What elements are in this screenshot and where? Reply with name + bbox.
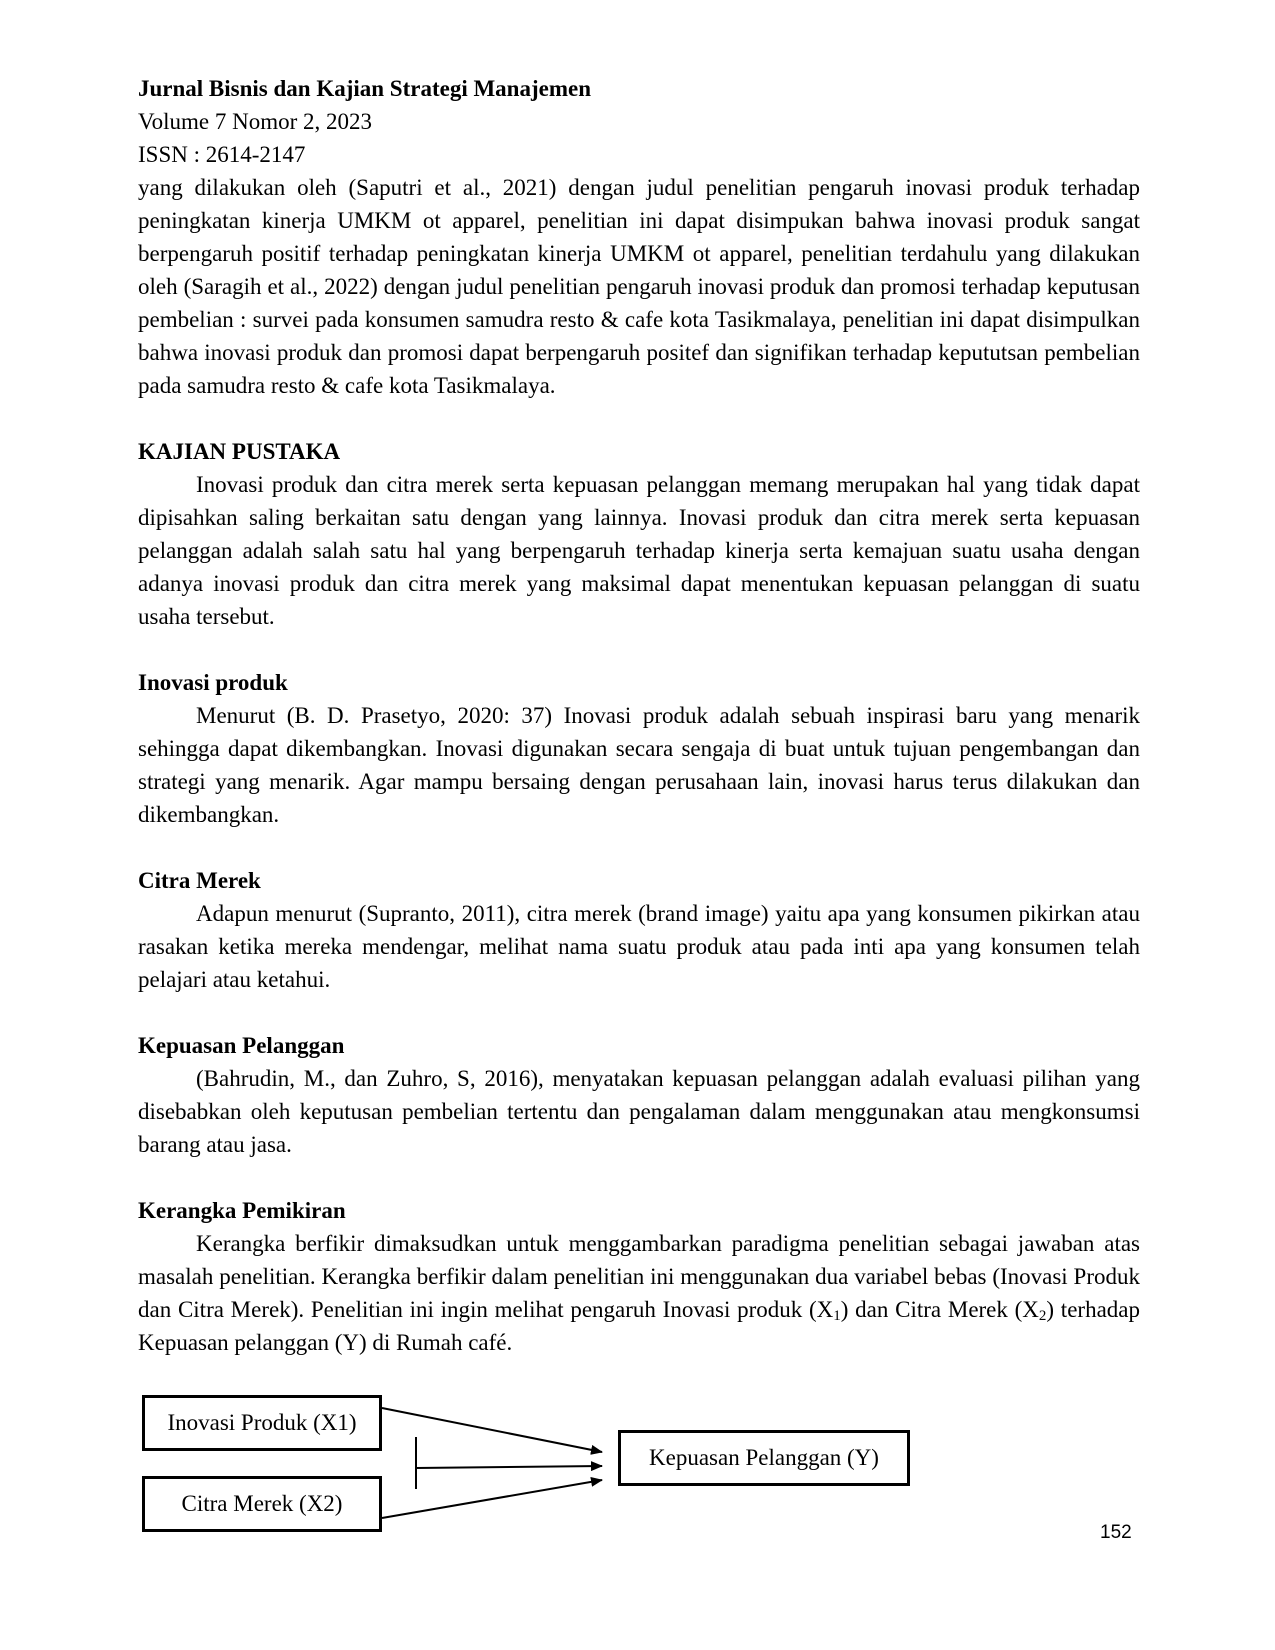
- section-body-citra-merek: Adapun menurut (Supranto, 2011), citra merek (brand image) yaitu apa yang konsumen pikirkan atau rasakan ketika mereka mendengar, melihat nama suatu produk atau pada inti apa yang konsumen telah pelajari atau ketahui.: [138, 901, 1140, 992]
- arrow-x2-to-y: [382, 1480, 602, 1518]
- kerangka-text-part1: Kerangka berfikir dimaksudkan untuk menggambarkan paradigma penelitian sebagai jawaban atas masalah penelitian. Kerangka berfikir dalam penelitian ini menggunakan dua variabel bebas (Inovasi Produk dan Citra Merek). Penelitian ini ingin melihat pengaruh Inovasi produk (X: [138, 1231, 1140, 1322]
- intro-paragraph: yang dilakukan oleh (Saputri et al., 2021) dengan judul penelitian pengaruh inovasi produk terhadap peningkatan kinerja UMKM ot apparel, penelitian ini dapat disimpukan bahwa inovasi produk sangat berpengaruh positif terhadap peningkatan kinerja UMKM ot apparel, penelitian terdahulu yang dilakukan oleh (Saragih et al., 2022) dengan judul penelitian pengaruh inovasi produk dan promosi terhadap keputusan pembelian : survei pada konsumen samudra resto & cafe kota Tasikmalaya, penelitian ini dapat disimpulkan bahwa inovasi produk dan promosi dapat berpengaruh positef dan signifikan terhadap kepututsan pembelian pada samudra resto & cafe kota Tasikmalaya.: [138, 175, 1140, 398]
- subscript-x1: 1: [833, 1308, 841, 1324]
- page-number: 152: [1100, 1522, 1132, 1543]
- section-heading-kepuasan-pelanggan: Kepuasan Pelanggan: [138, 1033, 345, 1058]
- box-kepuasan-pelanggan-y: Kepuasan Pelanggan (Y): [618, 1430, 910, 1486]
- journal-title: Jurnal Bisnis dan Kajian Strategi Manajemen: [138, 76, 592, 101]
- section-body-inovasi-produk: Menurut (B. D. Prasetyo, 2020: 37) Inovasi produk adalah sebuah inspirasi baru yang menarik sehingga dapat dikembangkan. Inovasi digunakan secara sengaja di buat untuk tujuan pengembangan dan strategi yang menarik. Agar mampu bersaing dengan perusahaan lain, inovasi harus terus dilakukan dan dikembangkan.: [138, 703, 1140, 827]
- journal-page: [138, 72, 1140, 1359]
- box-inovasi-produk-x1: Inovasi Produk (X1): [142, 1395, 382, 1451]
- kerangka-text-part2: ) dan Citra Merek (X: [840, 1297, 1039, 1322]
- arrow-joint-to-y: [416, 1466, 602, 1468]
- box-citra-merek-x2: Citra Merek (X2): [142, 1476, 382, 1532]
- subscript-x2: 2: [1038, 1308, 1047, 1324]
- journal-issn: ISSN : 2614-2147: [138, 142, 306, 167]
- section-heading-citra-merek: Citra Merek: [138, 868, 261, 893]
- section-body-kerangka-pemikiran: [138, 1227, 1140, 1359]
- journal-volume: Volume 7 Nomor 2, 2023: [138, 109, 373, 134]
- kerangka-text-part3: ) terhadap Kepuasan pelanggan (Y) di Rumah café.: [138, 1297, 1140, 1355]
- section-body-kajian-pustaka: Inovasi produk dan citra merek serta kepuasan pelanggan memang merupakan hal yang tidak dapat dipisahkan saling berkaitan satu dengan yang lainnya. Inovasi produk dan citra merek serta kepuasan pelanggan adalah salah satu hal yang berpengaruh terhadap kinerja serta kemajuan suatu usaha dengan adanya inovasi produk dan citra merek yang maksimal dapat menentukan kepuasan pelanggan di suatu usaha tersebut.: [138, 472, 1140, 629]
- section-heading-kerangka-pemikiran: Kerangka Pemikiran: [138, 1198, 346, 1223]
- section-heading-kajian-pustaka: KAJIAN PUSTAKA: [138, 439, 341, 464]
- section-heading-inovasi-produk: Inovasi produk: [138, 670, 288, 695]
- section-body-kepuasan-pelanggan: (Bahrudin, M., dan Zuhro, S, 2016), menyatakan kepuasan pelanggan adalah evaluasi pilihan yang disebabkan oleh keputusan pembelian tertentu dan pengalaman dalam menggunakan atau mengkonsumsi barang atau jasa.: [138, 1066, 1140, 1157]
- arrow-x1-to-y: [382, 1408, 602, 1452]
